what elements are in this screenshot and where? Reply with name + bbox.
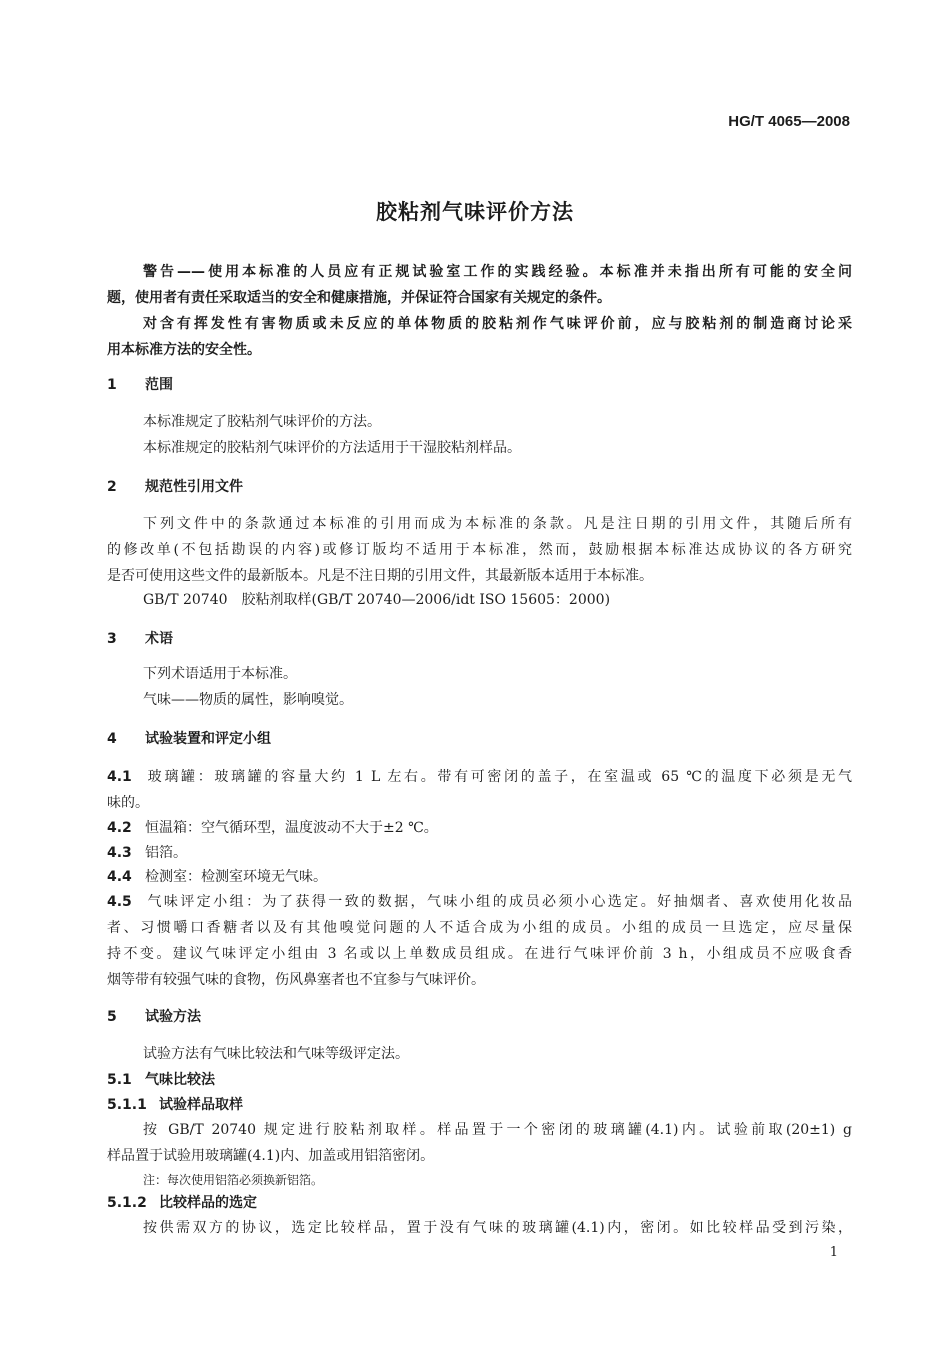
clause-4-3 <box>107 843 852 863</box>
warning-line-4: 用本标准方法的安全性。 <box>107 342 261 358</box>
clause-number: 4.5 <box>107 894 132 910</box>
clause-number: 5.1 <box>107 1072 132 1088</box>
clause-number: 4.2 <box>107 820 132 836</box>
subsection-5-1-1-line-2: 样品置于试验用玻璃罐(4.1)内、加盖或用铝箔密闭。 <box>107 1148 435 1164</box>
clause-text: 铝箔。 <box>145 845 187 861</box>
clause-4-4 <box>107 867 852 887</box>
section-number: 5 <box>107 1009 117 1025</box>
section-4-heading <box>107 729 852 749</box>
section-5-para-1: 试验方法有气味比较法和气味等级评定法。 <box>143 1046 409 1062</box>
note: 注：每次使用铝箔必须换新铝箔。 <box>143 1173 324 1187</box>
clause-4-1-line-1 <box>107 767 852 787</box>
clause-number: 5.1.2 <box>107 1195 147 1211</box>
standard-code: HG/T 4065—2008 <box>728 113 850 130</box>
section-2-line-1: 下列文件中的条款通过本标准的引用而成为本标准的条款。凡是注日期的引用文件，其随后所有 <box>143 516 852 532</box>
subsection-5-1-2-line-1: 按供需双方的协议，选定比较样品，置于没有气味的玻璃罐(4.1)内，密闭。如比较样品受到污染， <box>143 1220 852 1236</box>
section-5-heading <box>107 1007 852 1027</box>
section-2-line-2: 的修改单(不包括勘误的内容)或修订版均不适用于本标准，然而，鼓励根据本标准达成协议的各方研究 <box>107 542 852 558</box>
section-number: 3 <box>107 631 117 647</box>
clause-title: 试验样品取样 <box>159 1097 243 1113</box>
section-1-para-2: 本标准规定的胶粘剂气味评价的方法适用于干湿胶粘剂样品。 <box>143 440 521 456</box>
clause-number: 4.4 <box>107 869 132 885</box>
clause-text: 检测室：检测室环境无气味。 <box>145 869 327 885</box>
clause-number: 4.3 <box>107 845 132 861</box>
clause-4-5-line-1 <box>107 892 852 912</box>
reference-code: GB/T 20740 <box>143 592 228 608</box>
section-3-para-1: 下列术语适用于本标准。 <box>143 666 297 682</box>
section-number: 2 <box>107 479 117 495</box>
warning-line-2: 题，使用者有责任采取适当的安全和健康措施，并保证符合国家有关规定的条件。 <box>107 290 611 306</box>
normative-reference <box>143 590 852 610</box>
clause-4-5-line-2: 者、习惯嚼口香糖者以及有其他嗅觉问题的人不适合成为小组的成员。小组的成员一旦选定，应尽量保 <box>107 920 852 936</box>
clause-4-5-line-4: 烟等带有较强气味的食物，伤风鼻塞者也不宜参与气味评价。 <box>107 972 485 988</box>
clause-title: 气味比较法 <box>145 1072 215 1088</box>
section-title: 规范性引用文件 <box>145 479 243 495</box>
subsection-5-1-2-heading <box>107 1193 852 1213</box>
document-title: 胶粘剂气味评价方法 <box>376 200 574 224</box>
clause-text: 玻璃罐：玻璃罐的容量大约 1 L 左右。带有可密闭的盖子，在室温或 65 ℃的温度下必须是无气 <box>145 769 852 785</box>
section-number: 4 <box>107 731 117 747</box>
clause-number: 5.1.1 <box>107 1097 147 1113</box>
section-2-heading <box>107 477 852 497</box>
section-1-para-1: 本标准规定了胶粘剂气味评价的方法。 <box>143 414 381 430</box>
subsection-5-1-1-heading <box>107 1095 852 1115</box>
warning-line-1: 警告——使用本标准的人员应有正规试验室工作的实践经验。本标准并未指出所有可能的安全问 <box>143 264 852 280</box>
warning-line-3: 对含有挥发性有害物质或未反应的单体物质的胶粘剂作气味评价前，应与胶粘剂的制造商讨论采 <box>143 316 852 332</box>
section-3-heading <box>107 629 852 649</box>
clause-4-5-line-3: 持不变。建议气味评定小组由 3 名或以上单数成员组成。在进行气味评价前 3 h，小组成员不应吸食香 <box>107 946 852 962</box>
clause-text: 气味评定小组：为了获得一致的数据，气味小组的成员必须小心选定。好抽烟者、喜欢使用化妆品 <box>145 894 852 910</box>
section-3-para-2: 气味——物质的属性，影响嗅觉。 <box>143 692 353 708</box>
section-1-heading <box>107 375 852 395</box>
section-title: 试验装置和评定小组 <box>145 731 271 747</box>
clause-text: 恒温箱：空气循环型，温度波动不大于±2 ℃。 <box>145 820 438 836</box>
section-2-line-3: 是否可使用这些文件的最新版本。凡是不注日期的引用文件，其最新版本适用于本标准。 <box>107 568 653 584</box>
section-title: 范围 <box>145 377 173 393</box>
section-title: 术语 <box>145 631 173 647</box>
section-number: 1 <box>107 377 117 393</box>
clause-4-2 <box>107 818 852 838</box>
reference-text: 胶粘剂取样(GB/T 20740—2006/idt ISO 15605：2000) <box>241 592 611 608</box>
page-number: 1 <box>829 1245 838 1260</box>
subsection-5-1-heading <box>107 1070 852 1090</box>
section-title: 试验方法 <box>145 1009 201 1025</box>
clause-title: 比较样品的选定 <box>159 1195 257 1211</box>
clause-number: 4.1 <box>107 769 132 785</box>
clause-4-1-line-2: 味的。 <box>107 795 149 811</box>
subsection-5-1-1-line-1: 按 GB/T 20740 规定进行胶粘剂取样。样品置于一个密闭的玻璃罐(4.1)内。试验前取(20±1) g <box>143 1122 852 1138</box>
